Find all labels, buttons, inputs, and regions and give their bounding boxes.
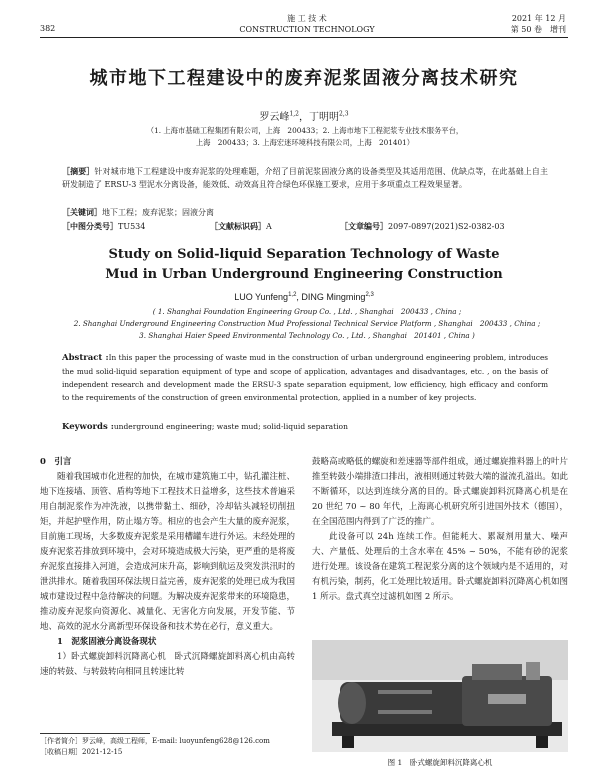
section-heading: 1 泥浆固液分离设备现状 xyxy=(57,637,157,647)
body-paragraph: 此设备可以 24h 连续工作。但能耗大、累凝剂用量大、噪声大、产量低、处理后的土含水率在 45% ~ 50%，不能有砂的泥浆进行处理。该设备在建筑工程泥浆分离的这个领域内是不适用的，对有机污染，制药，化工处理比较适用。卧式螺旋卸料沉降离心机如图 1 所示。盘式真空过滤机如图 2 所示。 xyxy=(312,532,568,602)
keywords-en xyxy=(62,420,548,434)
issue-info xyxy=(476,13,566,35)
body-paragraph: 1）卧式螺旋卸料沉降离心机 卧式沉降螺旋卸料离心机由高转速的转鼓、与转鼓转向相同且转速比转 xyxy=(40,652,295,677)
footnote-rule xyxy=(40,733,150,734)
affiliation-cn-line: 上海 200433；3. 上海宏迷环境科技有限公司，上海 201401） xyxy=(195,138,415,147)
author-2-en: , DING Mingming xyxy=(296,292,366,302)
affiliations-en xyxy=(52,306,562,342)
author-1-en: LUO Yunfeng xyxy=(234,292,289,302)
body-paragraph: 随着我国城市化进程的加快，在城市建筑施工中，钻孔灌注桩、地下连接墙、顶管、盾构等地下工程技术日益增多，这些技术普遍采用自制泥浆作为冲洗液，以携带黏土、细砂，冷却钻头减轻切削扭矩，并起护壁作用，防止塌方等。相应的也会产生大量的废弃泥浆，目前施工现场，大多数废弃泥浆是采用槽罐车进行外运。未经处理的废弃泥浆若排放到环境中，会对环境造成极大污染，更严重的是将废弃泥浆直接排入河道，会造成河床升高，影响到航运及突发洪汛时的泄洪排水。随着我国环保法规日益完善，废弃泥浆的处理已成为我国城市建设过程中急待解决的问题。为解决废弃泥浆带来的环境隐患，推动废弃泥浆向资源化、减量化、无害化方向发展，开发节能、节地、高效的泥水分离新型环保设备和技术势在必行，意义重大。 xyxy=(40,472,296,632)
abstract-en-label: Abstract : xyxy=(62,353,109,363)
clc-code: ［中图分类号］TU534 xyxy=(62,221,146,231)
affiliation-cn-line: （1. 上海市基础工程集团有限公司，上海 200433；2. 上海市地下工程泥浆专业技术服务平台， xyxy=(146,126,464,135)
authors-en xyxy=(40,292,568,302)
keywords-en-label: Keywords : xyxy=(62,422,114,432)
keywords-cn-text: 地下工程；废弃泥浆；固液分离 xyxy=(102,208,214,217)
title-en xyxy=(40,245,568,285)
title-en-line: Study on Solid-liquid Separation Technology of Waste xyxy=(108,247,500,262)
keywords-cn xyxy=(62,206,548,219)
journal-name-cn: 施 工 技 术 xyxy=(287,14,327,23)
affiliation-en-line: 3. Shanghai Haier Speed Environmental Technology Co. , Ltd. , Shanghai 201401 , China ) xyxy=(139,331,475,340)
abstract-en-text: In this paper the processing of waste mud in the construction of urban underground engineering problem, introduces the mud solid-liquid separation equipment of type and scope of application, advantages and disadvantages, etc. , on the basis of independent research and development made the ERSU-3 spate separation equipment, low efficiency, high efficacy and conform to the requirements of the construction of green environmental protection, applied in a number of key projects. xyxy=(62,353,549,402)
body-right-column xyxy=(312,455,568,605)
centrifuge-figure xyxy=(312,640,568,752)
section-heading: 0 引言 xyxy=(40,457,72,467)
body-paragraph: 鼓略高或略低的螺旋和差速器等部件组成，通过螺旋推料器上的叶片推至转鼓小端排渣口排出，液相则通过转鼓大端的溢流孔溢出。如此不断循环，以达到连续分离的目的。卧式螺旋卸料沉降离心机是在 20 世纪 70 ~ 80 年代，上海离心机研究所引进国外技术（德国），在全国范围内得到了广泛的推广。 xyxy=(312,457,568,527)
article-number: ［文章编号］2097-0897(2021)S2-0382-03 xyxy=(340,221,505,231)
author-2-en-affil: 2,3 xyxy=(365,292,374,298)
body-left-column xyxy=(40,455,295,680)
issue-volume: 第 50 卷 增刊 xyxy=(510,25,566,34)
author-1-cn: 罗云峰 xyxy=(259,112,290,123)
author-1-en-affil: 1,2 xyxy=(288,292,297,298)
title-cn: 城市地下工程建设中的废弃泥浆固液分离技术研究 xyxy=(89,68,519,89)
abstract-cn xyxy=(62,165,548,191)
affiliation-en-line: ( 1. Shanghai Foundation Engineering Group Co. , Ltd. , Shanghai 200433 , China ; xyxy=(152,307,462,316)
author-bio: ［作者简介］罗云峰，高级工程师，E-mail: luoyunfeng628@126.com xyxy=(40,737,270,745)
author-2-cn-affil: 2,3 xyxy=(339,110,349,118)
abstract-en xyxy=(62,351,548,404)
author-1-cn-affil: 1,2 xyxy=(289,110,299,118)
header-rule xyxy=(40,37,568,38)
keywords-cn-label: ［关键词］ xyxy=(62,207,102,217)
abstract-cn-text: 针对城市地下工程建设中废弃泥浆的处理难题，介绍了目前泥浆固液分离的设备类型及其适用范围、优缺点等，在此基础上自主研发制造了 ERSU-3 型泥水分离设备，能效低、动效高且符合绿色环保施工要求，应用于多项重点工程效果显著。 xyxy=(62,167,549,189)
page-number: 382 xyxy=(40,24,56,33)
figure-caption: 图 1 卧式螺旋卸料沉降离心机 xyxy=(387,758,493,767)
doc-code: ［文献标识码］A xyxy=(210,221,272,231)
footnote xyxy=(40,736,300,758)
issue-date: 2021 年 12 月 xyxy=(511,14,566,23)
title-en-line: Mud in Urban Underground Engineering Construction xyxy=(105,267,503,282)
affiliation-en-line: 2. Shanghai Underground Engineering Construction Mud Professional Technical Service Platform , Shanghai 200433 , China ; xyxy=(73,319,541,328)
authors-cn xyxy=(40,108,568,123)
abstract-cn-label: ［摘要］ xyxy=(62,166,95,176)
journal-header xyxy=(232,13,382,35)
keywords-en-text: underground engineering; waste mud; solid-liquid separation xyxy=(113,422,348,431)
journal-name-en: CONSTRUCTION TECHNOLOGY xyxy=(239,25,375,34)
received-date: ［收稿日期］2021-12-15 xyxy=(40,748,123,756)
author-2-cn: ，丁明明 xyxy=(299,112,339,123)
affiliations-cn xyxy=(70,125,540,149)
